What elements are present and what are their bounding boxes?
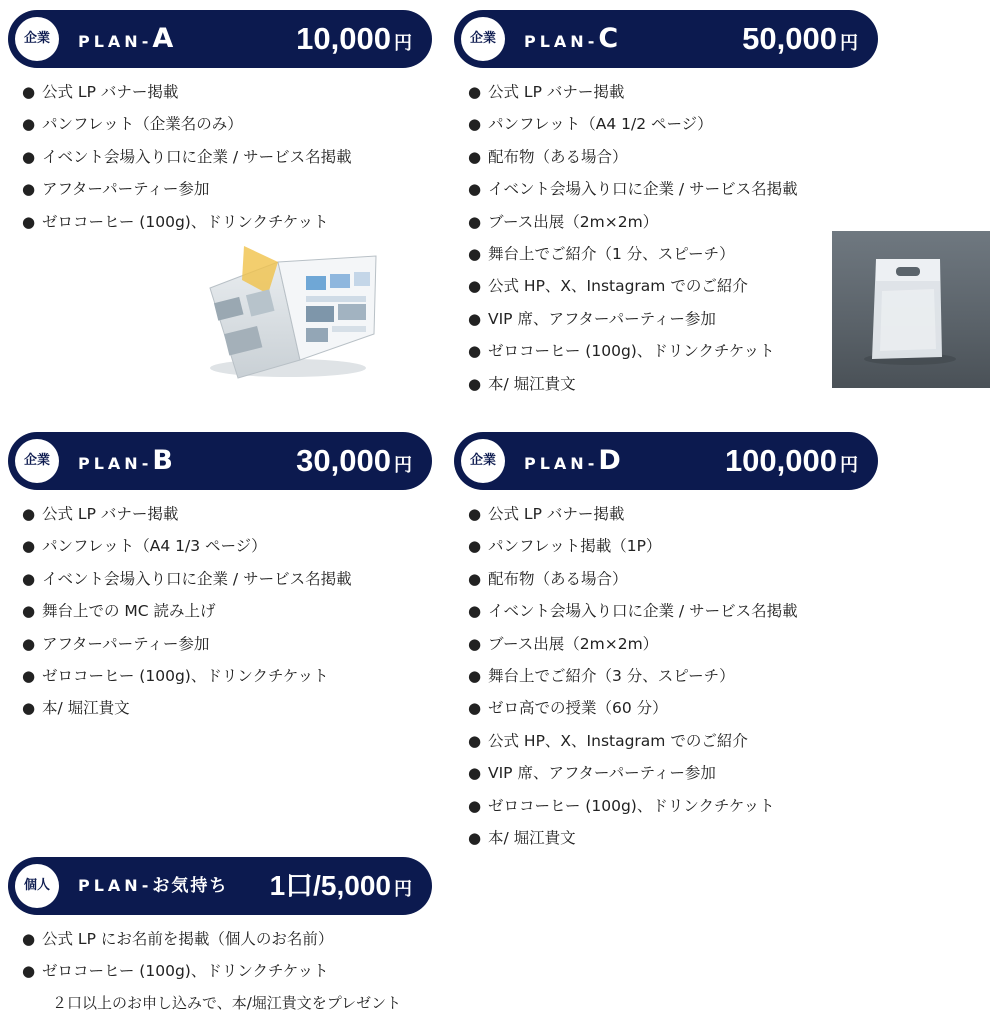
plan-b-title-letter: B [152,445,173,476]
plan-d-title-letter: D [598,445,621,476]
bullet-icon: ● [468,115,482,134]
bullet-icon: ● [22,962,36,981]
bullet-icon: ● [468,342,482,361]
plan-a-price-unit: 円 [394,33,412,53]
plan-c-card [454,10,878,400]
plan-a-benefits [8,76,432,238]
plan-personal-title [78,857,228,915]
benefit-text: 本/ 堀江貴文 [42,699,130,718]
benefit-item [22,923,432,955]
bullet-icon: ● [468,634,482,653]
plan-a-card [8,10,432,238]
bullet-icon: ● [468,796,482,815]
benefit-item [468,628,878,660]
bullet-icon: ● [468,828,482,847]
benefit-item [468,238,878,270]
plan-c-badge: 企業 [461,17,505,61]
benefit-item [22,498,432,530]
bullet-icon: ● [468,505,482,523]
bullet-icon: ● [22,930,36,948]
benefit-text: イベント会場入り口に企業 / サービス名掲載 [488,180,798,199]
plan-personal-price-unit: 円 [394,879,412,899]
benefit-item [468,108,878,140]
benefit-item [468,141,878,173]
benefit-text: パンフレット掲載（1P） [488,537,662,556]
plan-personal-title-prefix: PLAN- [78,876,153,895]
benefit-text: ゼロコーヒー (100g)、ドリンクチケット [488,796,775,815]
benefit-item [468,725,878,757]
benefit-item [468,335,878,367]
benefit-text: パンフレット（A4 1/2 ページ） [488,115,713,134]
plan-a-badge: 企業 [15,17,59,61]
plan-personal-title-suffix: お気持ち [152,876,229,896]
bullet-icon: ● [468,764,482,783]
plan-b-price [296,432,412,494]
plan-d-price-unit: 円 [840,455,858,475]
benefit-item [468,173,878,205]
benefit-item [468,206,878,238]
bullet-icon: ● [22,602,36,621]
bullet-icon: ● [468,666,482,685]
plan-b-benefits [8,498,432,725]
benefit-item [468,530,878,562]
plan-b-title-prefix: PLAN- [78,454,153,473]
benefit-item [468,303,878,335]
benefit-item [468,790,878,822]
benefit-item [22,530,432,562]
plan-d-card [454,432,878,854]
benefit-item [22,76,432,108]
benefit-text: ゼロコーヒー (100g)、ドリンクチケット [488,342,775,361]
plan-c-title-letter: C [598,23,619,54]
plan-c-title [524,10,618,71]
plan-personal-badge: 個人 [15,864,59,908]
plan-c-price [742,10,858,72]
benefit-item [22,141,432,173]
benefit-text: VIP 席、アフターパーティー参加 [488,764,716,783]
pamphlet-image [208,240,380,380]
benefit-item [468,757,878,789]
bullet-icon: ● [468,699,482,718]
bullet-icon: ● [22,666,36,685]
benefit-text: 舞台上での MC 読み上げ [42,602,216,621]
plan-a-header [8,10,432,68]
benefit-item [22,955,432,987]
benefit-text: 配布物（ある場合） [488,569,628,588]
bullet-icon: ● [468,180,482,199]
benefit-text: ブース出展（2m×2m） [488,212,659,231]
bullet-icon: ● [22,212,36,231]
benefit-item [468,498,878,530]
bullet-icon: ● [22,537,36,556]
plan-c-header [454,10,878,68]
benefit-text: イベント会場入り口に企業 / サービス名掲載 [488,602,798,621]
benefit-text: ゼロコーヒー (100g)、ドリンクチケット [42,962,329,981]
plan-d-header [454,432,878,490]
benefit-item [22,660,432,692]
bullet-icon: ● [468,147,482,166]
benefit-item [468,368,878,400]
plan-personal-note: ２口以上のお申し込みで、本/堀江貴文をプレゼント [52,993,402,1012]
benefit-text: 本/ 堀江貴文 [488,828,576,847]
plan-c-price-value: 50,000 [742,21,837,56]
plan-personal-price-value: 1口/5,000 [269,870,391,901]
plan-b-price-unit: 円 [394,455,412,475]
benefit-text: ゼロ高での授業（60 分） [488,699,668,718]
bullet-icon: ● [22,634,36,653]
plan-d-badge: 企業 [461,439,505,483]
benefit-item [468,76,878,108]
benefit-text: アフターパーティー参加 [42,180,210,199]
bullet-icon: ● [468,602,482,621]
tote-bag-image [832,231,990,388]
bullet-icon: ● [22,83,36,101]
benefit-text: VIP 席、アフターパーティー参加 [488,309,716,328]
bullet-icon: ● [468,277,482,296]
benefit-text: 公式 HP、X、Instagram でのご紹介 [488,731,748,750]
benefit-text: ゼロコーヒー (100g)、ドリンクチケット [42,666,329,685]
bullet-icon: ● [468,212,482,231]
bullet-icon: ● [468,374,482,393]
benefit-text: 公式 LP にお名前を掲載（個人のお名前） [42,930,334,948]
bullet-icon: ● [468,537,482,556]
benefit-item [468,563,878,595]
benefit-text: パンフレット（企業名のみ） [42,115,243,134]
benefit-text: ゼロコーヒー (100g)、ドリンクチケット [42,212,329,231]
bullet-icon: ● [468,244,482,263]
benefit-text: 公式 LP バナー掲載 [488,83,625,101]
plan-c-price-unit: 円 [840,33,858,53]
benefit-text: 公式 LP バナー掲載 [42,83,179,101]
benefit-text: アフターパーティー参加 [42,634,210,653]
bullet-icon: ● [468,731,482,750]
plan-b-badge: 企業 [15,439,59,483]
plan-a-title-letter: A [152,23,174,54]
benefit-text: パンフレット（A4 1/3 ページ） [42,537,267,556]
plan-d-benefits [454,498,878,854]
plan-a-price [296,10,412,72]
bullet-icon: ● [22,699,36,718]
bullet-icon: ● [22,180,36,199]
benefit-item [468,595,878,627]
benefit-item [22,628,432,660]
plan-c-title-prefix: PLAN- [524,32,599,51]
benefit-text: イベント会場入り口に企業 / サービス名掲載 [42,147,352,166]
bullet-icon: ● [468,83,482,101]
plan-d-price-value: 100,000 [724,443,837,478]
benefit-text: イベント会場入り口に企業 / サービス名掲載 [42,569,352,588]
bullet-icon: ● [22,147,36,166]
benefit-text: 舞台上でご紹介（3 分、スピーチ） [488,666,735,685]
benefit-item [22,206,432,238]
benefit-item [468,822,878,854]
plan-personal-benefits [8,923,432,988]
benefit-item [468,660,878,692]
plan-a-price-value: 10,000 [296,21,391,56]
plan-personal-price [270,857,412,918]
benefit-text: 公式 LP バナー掲載 [42,505,179,523]
bullet-icon: ● [22,569,36,588]
benefit-text: 公式 LP バナー掲載 [488,505,625,523]
bullet-icon: ● [22,115,36,134]
tote-bag-icon [832,231,990,388]
bullet-icon: ● [468,309,482,328]
benefit-item [22,563,432,595]
benefit-text: ブース出展（2m×2m） [488,634,659,653]
benefit-item [22,692,432,724]
benefit-text: 配布物（ある場合） [488,147,628,166]
benefit-text: 本/ 堀江貴文 [488,374,576,393]
bullet-icon: ● [22,505,36,523]
plan-b-header [8,432,432,490]
plan-c-benefits [454,76,878,400]
plan-personal-card [8,857,432,1018]
plan-personal-header [8,857,432,915]
plan-b-card [8,432,432,725]
benefit-item [22,173,432,205]
benefit-item [22,595,432,627]
benefit-item [468,270,878,302]
benefit-text: 公式 HP、X、Instagram でのご紹介 [488,277,748,296]
benefit-item [468,692,878,724]
benefit-item [22,108,432,140]
plan-d-price [725,432,858,494]
plan-a-title-prefix: PLAN- [78,32,153,51]
benefit-text: 舞台上でご紹介（1 分、スピーチ） [488,244,735,263]
plan-b-title [78,432,173,493]
plan-a-title [78,10,173,71]
plan-d-title [524,432,621,493]
bullet-icon: ● [468,569,482,588]
plan-b-price-value: 30,000 [296,443,391,478]
plan-d-title-prefix: PLAN- [524,454,599,473]
